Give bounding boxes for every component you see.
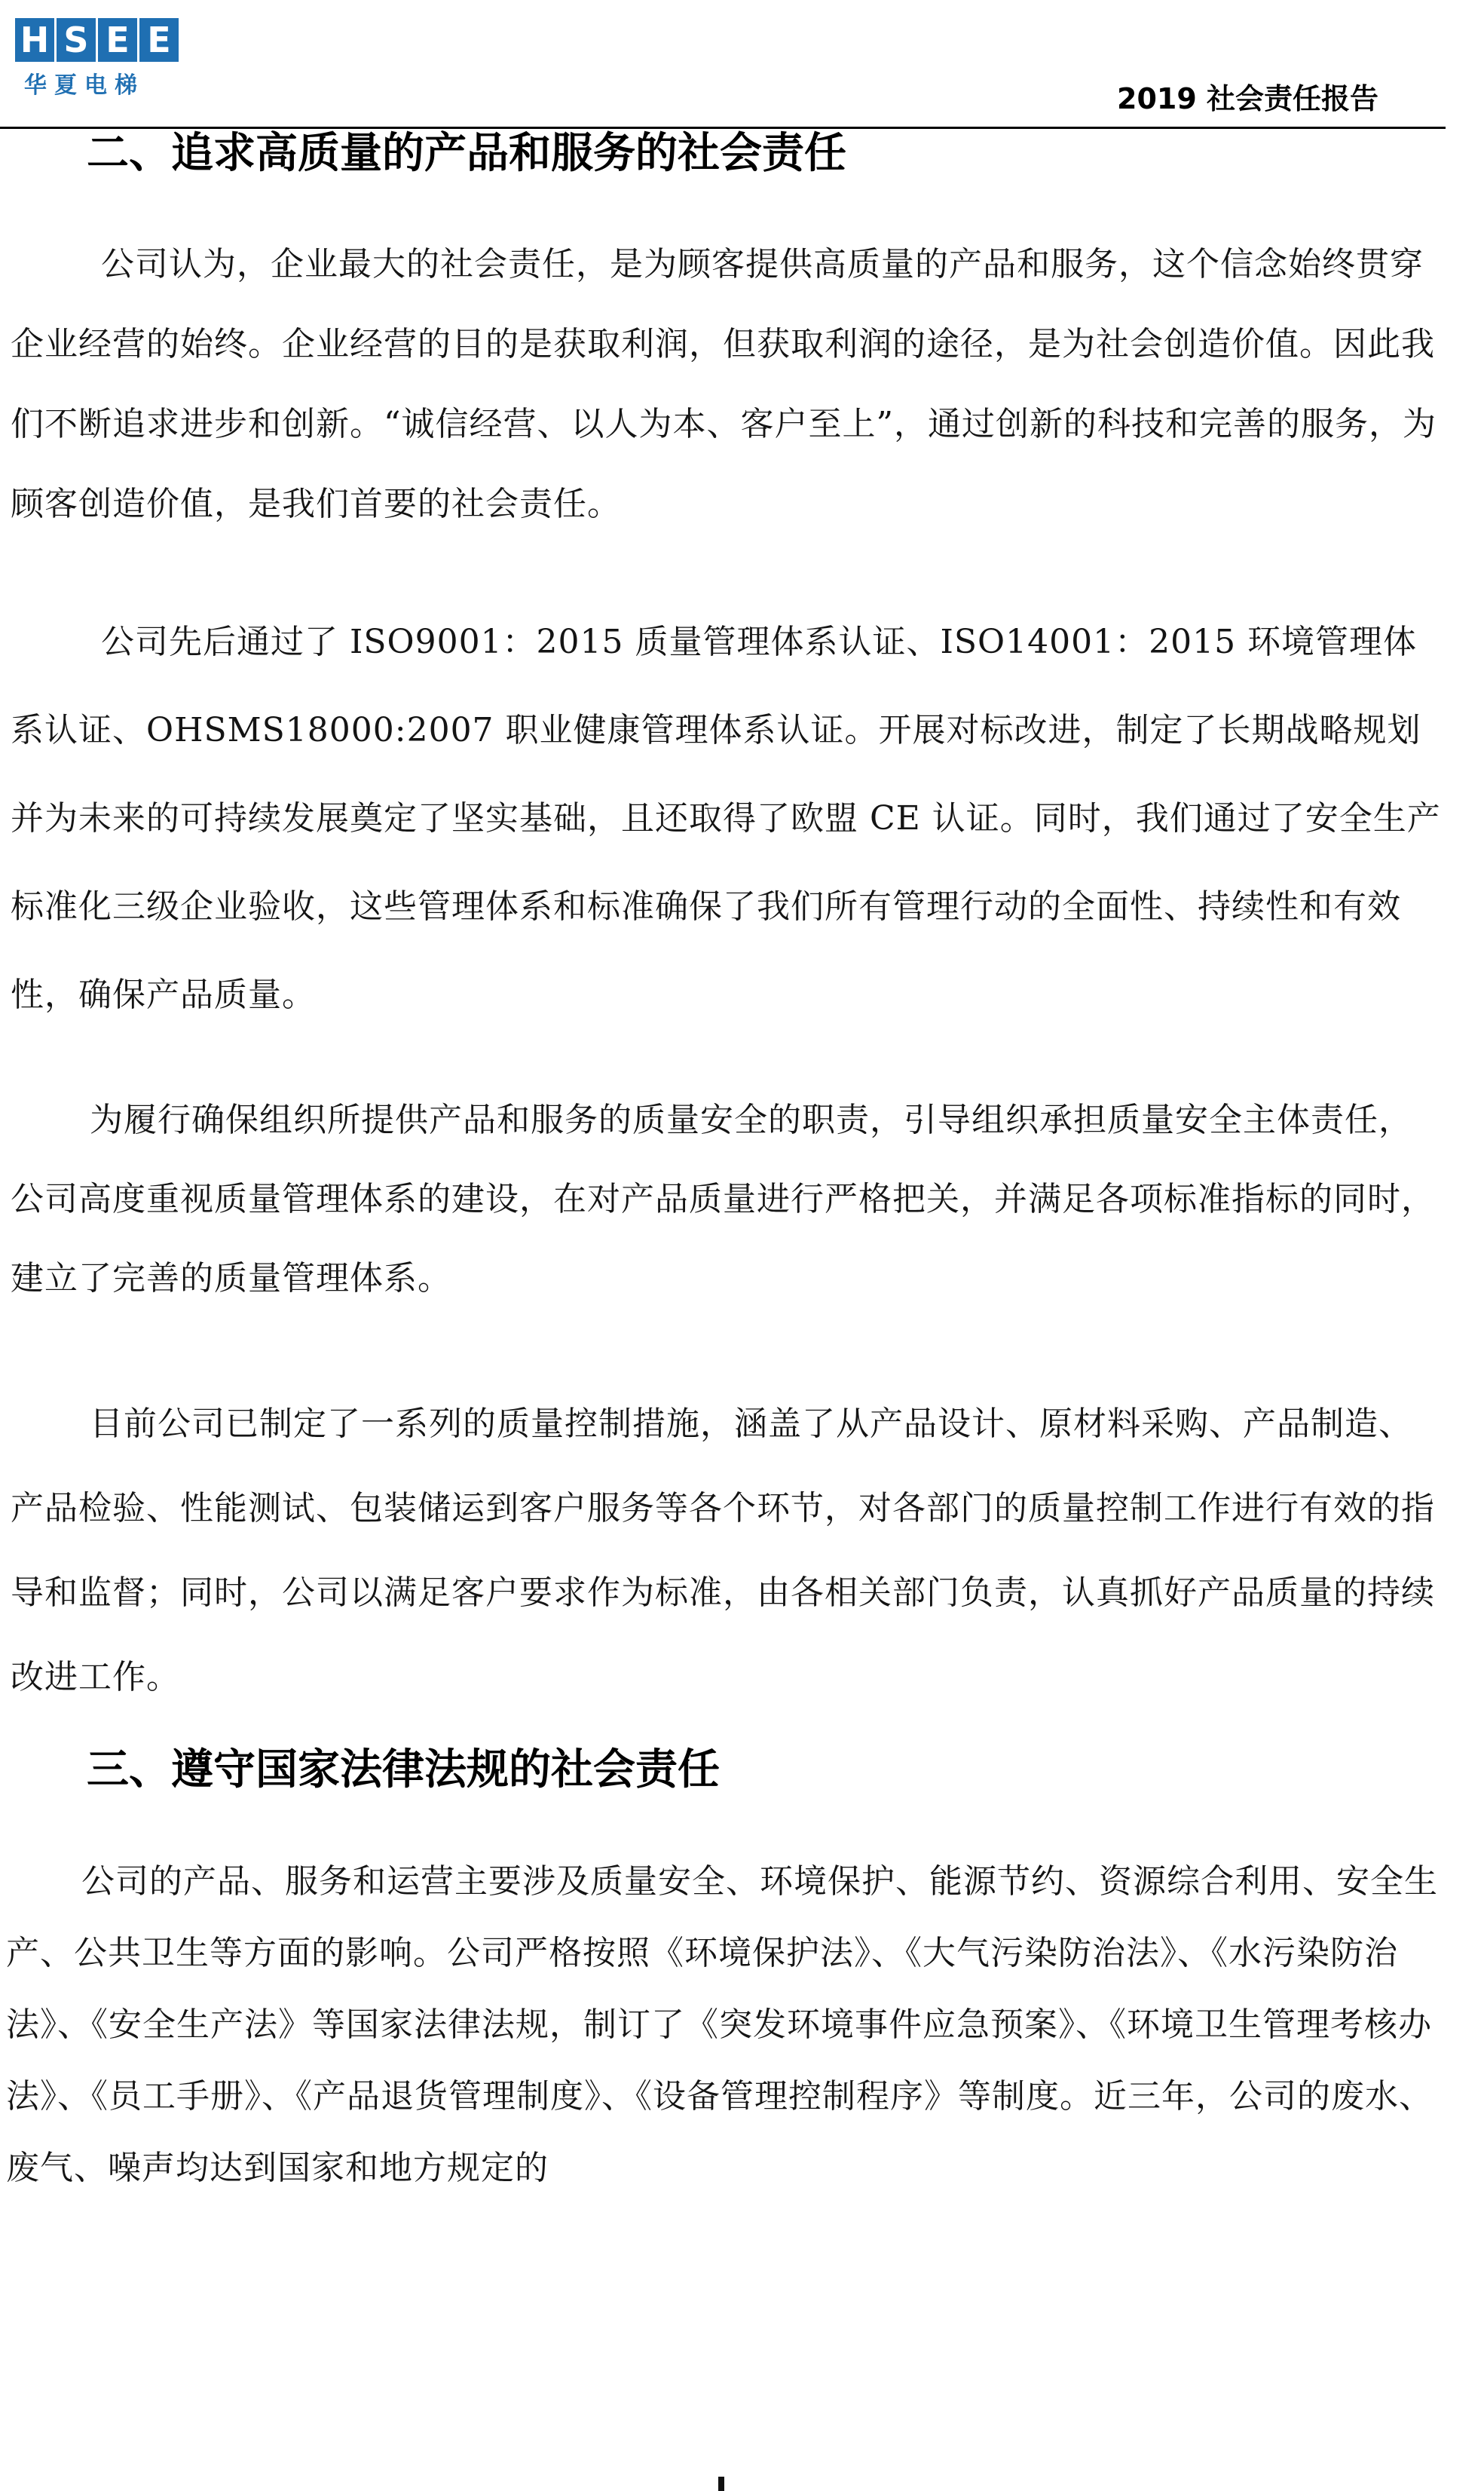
- page-header: [0, 0, 1484, 132]
- logo-subtitle: 华夏电梯: [24, 72, 145, 99]
- paragraph: 为履行确保组织所提供产品和服务的质量安全的职责，引导组织承担质量安全主体责任，公司高度重视质量管理体系的建设，在对产品质量进行严格把关，并满足各项标准指标的同时，建立了完善的质量管理体系。: [11, 1101, 1435, 1298]
- logo-letter: H: [15, 18, 54, 62]
- report-title: 2019 社会责任报告: [1117, 82, 1378, 115]
- logo-letter: E: [98, 18, 137, 62]
- page-number-mark: [718, 2477, 724, 2491]
- company-logo: [15, 18, 188, 101]
- paragraph: 公司先后通过了 ISO9001：2015 质量管理体系认证、ISO14001：2015 环境管理体系认证、OHSMS18000:2007 职业健康管理体系认证。开展对标改进，制定了长期战略规划并为未来的可持续发展奠定了坚实基础，且还取得了欧盟 CE 认证。同时，我们通过了安全生产标准化三级企业验收，这些管理体系和标准确保了我们所有管理行动的全面性、持续性和有效性，确保产品质量。: [11, 623, 1441, 1014]
- section-heading: 三、遵守国家法律法规的社会责任: [87, 1745, 720, 1794]
- logo-letter: S: [57, 18, 96, 62]
- logo-letter-boxes: [15, 18, 188, 62]
- paragraph: 目前公司已制定了一系列的质量控制措施，涵盖了从产品设计、原材料采购、产品制造、产品检验、性能测试、包装储运到客户服务等各个环节，对各部门的质量控制工作进行有效的指导和监督；同时，公司以满足客户要求作为标准，由各相关部门负责，认真抓好产品质量的持续改进工作。: [11, 1405, 1435, 1696]
- section-law-compliance: [0, 1743, 720, 1797]
- section-quality-responsibility: [0, 127, 846, 181]
- section-heading: 二、追求高质量的产品和服务的社会责任: [87, 129, 846, 178]
- logo-letter: E: [139, 18, 179, 62]
- paragraph: 公司的产品、服务和运营主要涉及质量安全、环境保护、能源节约、资源综合利用、安全生产、公共卫生等方面的影响。公司严格按照《环境保护法》、《大气污染防治法》、《水污染防治法》、《安全生产法》等国家法律法规，制订了《突发环境事件应急预案》、《环境卫生管理考核办法》、《员工手册》、《产品退货管理制度》、《设备管理控制程序》等制度。近三年，公司的废水、废气、噪声均达到国家和地方规定的: [6, 1862, 1438, 2187]
- paragraph: 公司认为，企业最大的社会责任，是为顾客提供高质量的产品和服务，这个信念始终贯穿企业经营的始终。企业经营的目的是获取利润，但获取利润的途径，是为社会创造价值。因此我们不断追求进步和创新。“诚信经营、以人为本、客户至上”，通过创新的科技和完善的服务，为顾客创造价值，是我们首要的社会责任。: [11, 245, 1437, 523]
